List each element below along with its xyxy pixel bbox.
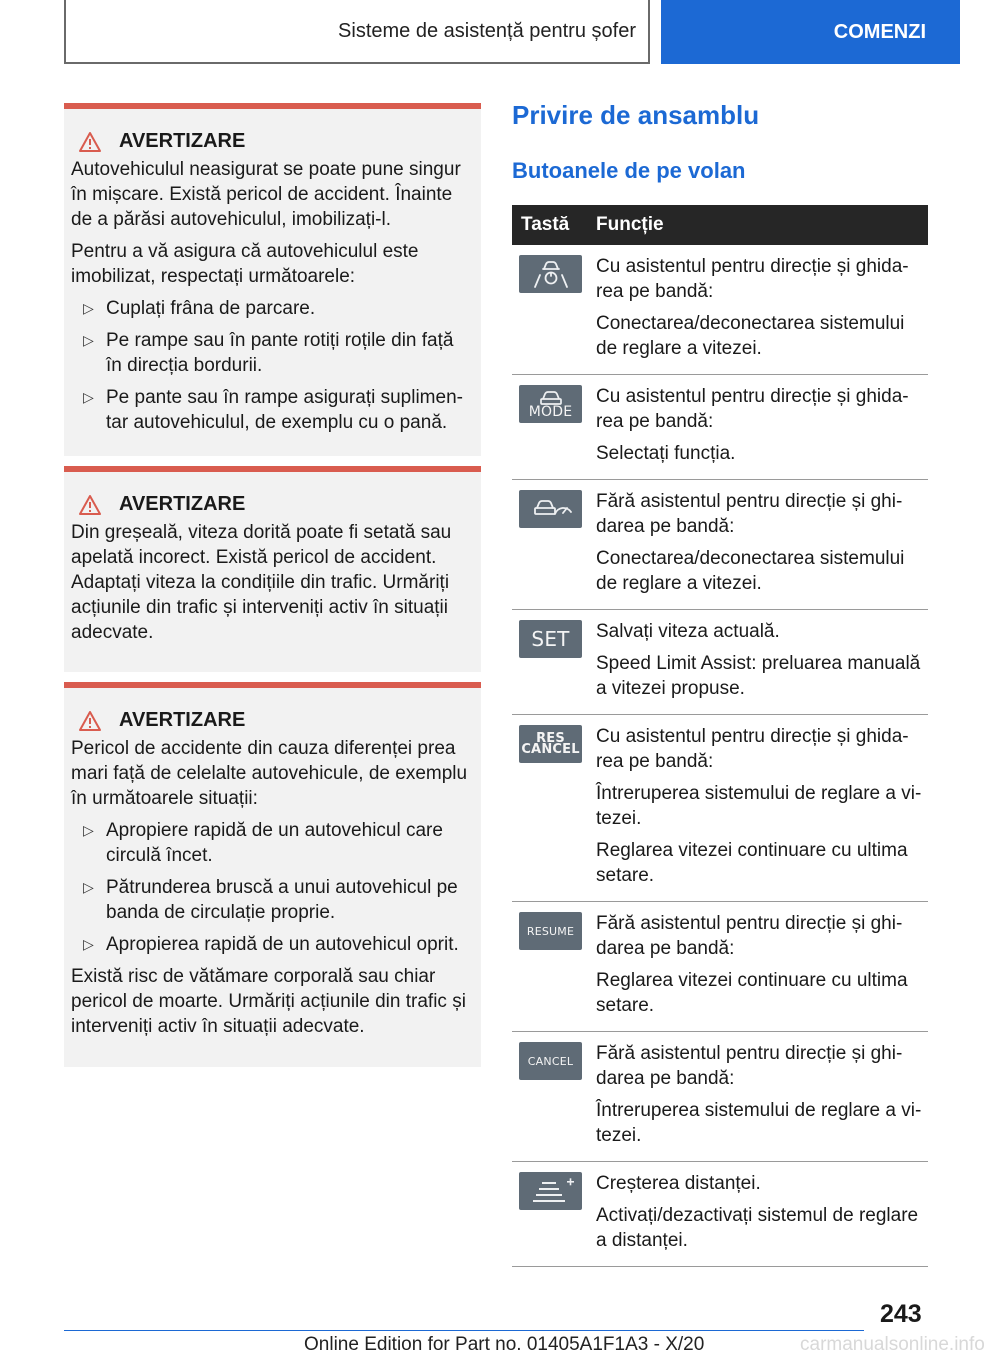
list-item: ▷ Pătrunderea bruscă a unui autovehicul pe banda de circulație proprie. <box>83 877 458 923</box>
warning-triangle-icon <box>79 495 101 515</box>
table-row <box>512 610 928 715</box>
triangle-bullet-icon: ▷ <box>83 822 94 838</box>
table-row <box>512 1162 928 1267</box>
button-label: MODE <box>528 403 573 420</box>
table-row <box>512 1032 928 1162</box>
function-text: Creșterea distanței. <box>596 1173 761 1194</box>
list-item: ▷ Cuplați frâna de parcare. <box>83 298 316 319</box>
table-row <box>512 480 928 610</box>
distance-plus-icon <box>519 1172 582 1210</box>
warning-title: AVERTIZARE <box>71 492 473 517</box>
triangle-bullet-icon: ▷ <box>83 332 94 348</box>
table-row <box>512 715 928 902</box>
triangle-bullet-icon: ▷ <box>83 389 94 405</box>
page-number: 243 <box>880 1300 922 1328</box>
list-item: ▷ Pe pante sau în rampe asigurați suplimentar autovehiculul, de exemplu cu o pană. <box>83 387 463 433</box>
function-text: Cu asistentul pentru direcție și ghidarea pe bandă: <box>596 726 909 772</box>
mode-button-icon <box>519 385 582 423</box>
resume-button-icon <box>519 912 582 950</box>
warning-text: Pentru a vă asigura că autovehiculul este imobilizat, respectați următoarele: <box>71 241 419 287</box>
footer-edition: Online Edition for Part no. 01405A1F1A3 - X/20 <box>304 1334 705 1355</box>
warning-text: Pericol de accidente din cauza diferenței prea mari față de celelalte autovehicule, de exemplu în următoarele situații: <box>71 738 468 809</box>
warning-text: Din greșeală, viteza dorită poate fi setată sau apelată incorect. Există pericol de accident. Adaptați viteza la condițiile din trafic. Urmăriți acțiunile din trafic și interveniți activ în situații adecvate. <box>71 522 452 643</box>
button-label: RES CANCEL <box>521 731 580 757</box>
table-row <box>512 245 928 375</box>
warning-title: AVERTIZARE <box>71 129 473 154</box>
function-text: Fără asistentul pentru direcție și ghidarea pe bandă: <box>596 913 903 959</box>
table-row <box>512 375 928 480</box>
list-item: ▷ Pe rampe sau în pante rotiți roțile din față în direcția bordurii. <box>83 330 454 376</box>
button-label: CANCEL <box>527 1054 574 1068</box>
res-cancel-button-icon <box>519 725 582 763</box>
cruise-control-icon <box>519 490 582 528</box>
warning-box-2 <box>64 466 481 672</box>
section-title: Sisteme de asistență pentru șofer <box>338 19 636 42</box>
warning-box-1 <box>64 103 481 456</box>
button-label: RESUME <box>526 924 575 938</box>
function-text: Salvați viteza actuală. <box>596 621 780 642</box>
function-text: Conectarea/deconectarea sistemului de reglare a vitezei. <box>596 313 905 359</box>
cancel-button-icon <box>519 1042 582 1080</box>
section-subtitle: Butoanele de pe volan <box>512 158 746 183</box>
function-text: Fără asistentul pentru direcție și ghidarea pe bandă: <box>596 491 903 537</box>
triangle-bullet-icon: ▷ <box>83 300 94 316</box>
function-text: Speed Limit Assist: preluarea manuală a vitezei propuse. <box>596 653 921 699</box>
warning-triangle-icon <box>79 132 101 152</box>
header-section-title <box>64 0 650 64</box>
warning-triangle-icon <box>79 711 101 731</box>
function-text: Selectați funcția. <box>596 443 736 464</box>
table-row <box>512 902 928 1032</box>
function-text: Reglarea vitezei continuare cu ultima setare. <box>596 970 908 1016</box>
warning-text: Autovehiculul neasigurat se poate pune singur în mișcare. Există pericol de accident. Înainte de a părăsi autovehiculul, imobilizați-l. <box>71 159 461 230</box>
warning-title: AVERTIZARE <box>71 708 473 733</box>
tab-comenzi[interactable] <box>661 0 960 64</box>
function-text: Întreruperea sistemului de reglare a vitezei. <box>596 1100 922 1146</box>
list-item: ▷ Apropiere rapidă de un autovehicul care circulă încet. <box>83 820 443 866</box>
lane-assist-steering-icon <box>519 255 582 293</box>
warning-text: Există risc de vătămare corporală sau chiar pericol de moarte. Urmăriți acțiunile din trafic și interveniți activ în situații adecvate. <box>71 966 466 1037</box>
watermark: carmanualsonline.info <box>800 1334 985 1355</box>
set-button-icon <box>519 620 582 658</box>
page-title: Privire de ansamblu <box>512 100 760 130</box>
button-label: SET <box>531 626 570 651</box>
function-text: Conectarea/deconectarea sistemului de reglare a vitezei. <box>596 548 905 594</box>
function-text: Activați/dezactivați sistemul de reglare a distanței. <box>596 1205 919 1251</box>
triangle-bullet-icon: ▷ <box>83 879 94 895</box>
function-text: Întreruperea sistemului de reglare a vitezei. <box>596 783 922 829</box>
column-header-function: Funcție <box>596 214 664 235</box>
footer-divider <box>64 1330 864 1331</box>
column-header-key: Tastă <box>521 214 570 235</box>
function-text: Reglarea vitezei continuare cu ultima setare. <box>596 840 908 886</box>
list-item: ▷ Apropierea rapidă de un autovehicul oprit. <box>83 934 459 955</box>
function-text: Cu asistentul pentru direcție și ghidarea pe bandă: <box>596 386 909 432</box>
buttons-table <box>512 205 928 1267</box>
warning-box-3 <box>64 682 481 1067</box>
triangle-bullet-icon: ▷ <box>83 936 94 952</box>
function-text: Cu asistentul pentru direcție și ghidarea pe bandă: <box>596 256 909 302</box>
tab-label: COMENZI <box>833 20 926 43</box>
table-header <box>512 205 928 245</box>
function-text: Fără asistentul pentru direcție și ghidarea pe bandă: <box>596 1043 903 1089</box>
